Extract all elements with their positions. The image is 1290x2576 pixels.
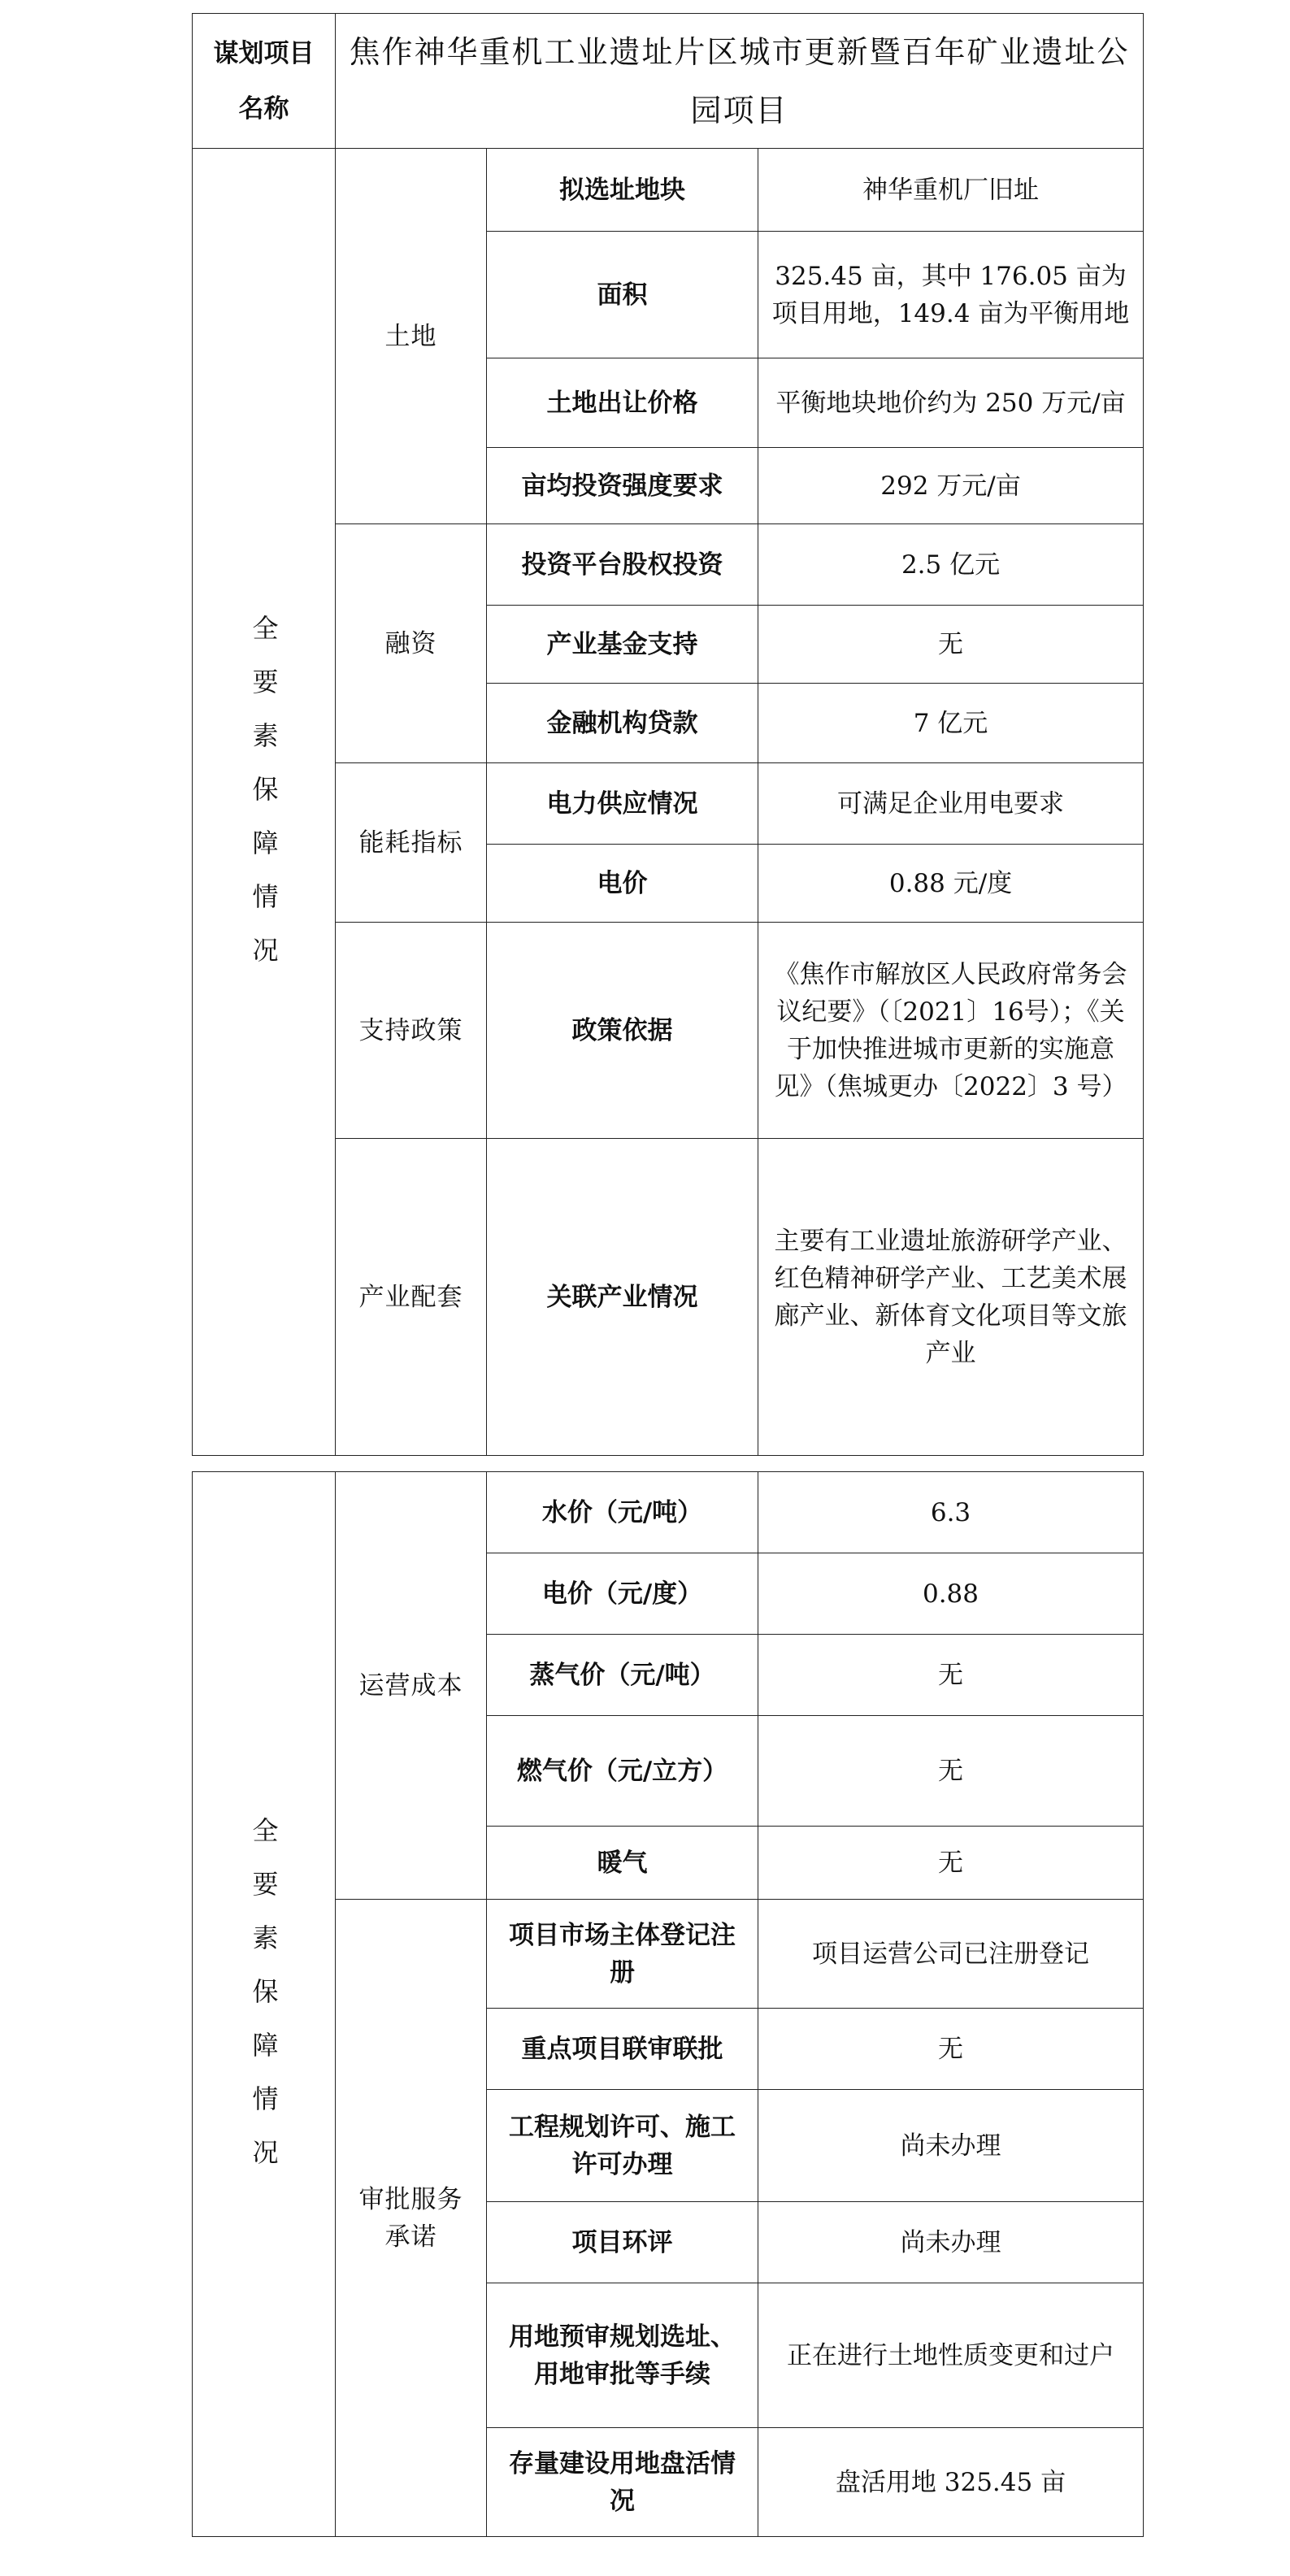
item-label: 存量建设用地盘活情况 [487, 2428, 758, 2537]
item-value: 6.3 [758, 1472, 1144, 1553]
project-info-table-2 [192, 1471, 1144, 2537]
item-value: 平衡地块地价约为 250 万元/亩 [758, 358, 1144, 448]
item-value: 主要有工业遗址旅游研学产业、红色精神研学产业、工艺美术展廊产业、新体育文化项目等文旅产业 [758, 1139, 1144, 1456]
item-value: 2.5 亿元 [758, 524, 1144, 606]
section-label-full-element-guarantee [193, 149, 336, 1456]
item-value: 《焦作市解放区人民政府常务会议纪要》（〔2021〕16号）；《关于加快推进城市更新的实施意见》（焦城更办〔2022〕3 号） [758, 923, 1144, 1139]
item-value: 尚未办理 [758, 2202, 1144, 2283]
item-value: 无 [758, 1827, 1144, 1900]
item-label: 金融机构贷款 [487, 684, 758, 763]
item-label: 项目环评 [487, 2202, 758, 2283]
section-label-full-element-guarantee [193, 1472, 336, 2537]
item-value: 325.45 亩，其中 176.05 亩为项目用地，149.4 亩为平衡用地 [758, 232, 1144, 358]
item-value: 无 [758, 2009, 1144, 2090]
group-energy: 能耗指标 [336, 763, 487, 923]
item-value: 7 亿元 [758, 684, 1144, 763]
item-label: 土地出让价格 [487, 358, 758, 448]
group-finance: 融资 [336, 524, 487, 763]
item-label: 政策依据 [487, 923, 758, 1139]
item-label: 电力供应情况 [487, 763, 758, 845]
item-label: 关联产业情况 [487, 1139, 758, 1456]
project-name-label: 谋划项目 名称 [193, 14, 336, 149]
item-label: 亩均投资强度要求 [487, 448, 758, 524]
item-value: 无 [758, 606, 1144, 684]
item-label: 电价（元/度） [487, 1553, 758, 1635]
item-value: 0.88 元/度 [758, 845, 1144, 923]
group-approval-service: 审批服务承诺 [336, 1900, 487, 2537]
item-label: 重点项目联审联批 [487, 2009, 758, 2090]
section-label-text: 全要素保障情况 [248, 614, 280, 990]
group-industry: 产业配套 [336, 1139, 487, 1456]
item-label: 蒸气价（元/吨） [487, 1635, 758, 1716]
item-label: 暖气 [487, 1827, 758, 1900]
item-label: 产业基金支持 [487, 606, 758, 684]
item-value: 项目运营公司已注册登记 [758, 1900, 1144, 2009]
item-label: 拟选址地块 [487, 149, 758, 232]
project-info-table-1 [192, 13, 1144, 1456]
item-label: 燃气价（元/立方） [487, 1716, 758, 1827]
item-label: 电价 [487, 845, 758, 923]
group-operating-cost: 运营成本 [336, 1472, 487, 1900]
item-value: 292 万元/亩 [758, 448, 1144, 524]
section-label-text: 全要素保障情况 [248, 1816, 280, 2192]
group-land: 土地 [336, 149, 487, 524]
item-value: 盘活用地 325.45 亩 [758, 2428, 1144, 2537]
item-label: 面积 [487, 232, 758, 358]
item-value: 无 [758, 1635, 1144, 1716]
item-value: 神华重机厂旧址 [758, 149, 1144, 232]
item-value: 可满足企业用电要求 [758, 763, 1144, 845]
item-value: 尚未办理 [758, 2090, 1144, 2202]
group-policy: 支持政策 [336, 923, 487, 1139]
item-label: 用地预审规划选址、用地审批等手续 [487, 2283, 758, 2428]
item-label: 水价（元/吨） [487, 1472, 758, 1553]
item-value: 无 [758, 1716, 1144, 1827]
project-name-value: 焦作神华重机工业遗址片区城市更新暨百年矿业遗址公园项目 [336, 14, 1144, 149]
item-value: 0.88 [758, 1553, 1144, 1635]
item-value: 正在进行土地性质变更和过户 [758, 2283, 1144, 2428]
item-label: 工程规划许可、施工许可办理 [487, 2090, 758, 2202]
item-label: 投资平台股权投资 [487, 524, 758, 606]
item-label: 项目市场主体登记注册 [487, 1900, 758, 2009]
